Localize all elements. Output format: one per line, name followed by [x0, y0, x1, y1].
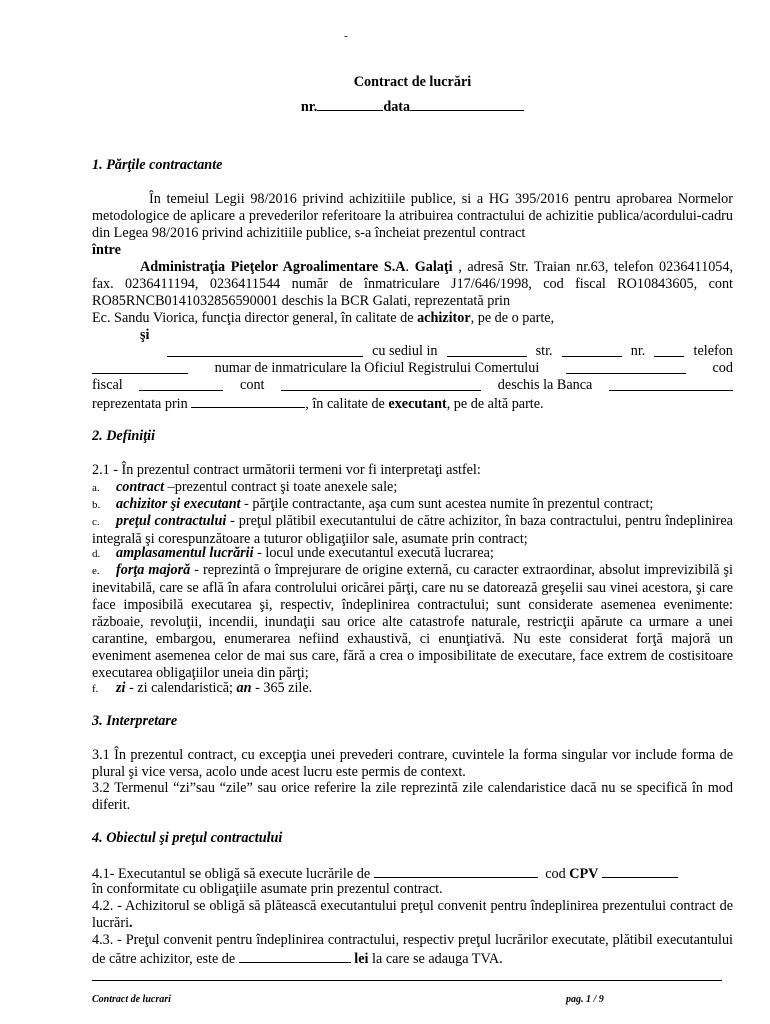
intre-label: între — [92, 242, 121, 258]
date-blank — [410, 97, 524, 111]
section-3-heading: 3. Interpretare — [92, 713, 178, 729]
header-dash: - — [344, 30, 348, 42]
contract-number-date-line: nr. data — [92, 97, 733, 116]
party2-line-3: fiscal cont deschis la Banca — [92, 377, 733, 394]
si-label: şi — [140, 327, 150, 343]
definition-a: a. contract –prezentul contract şi toate anexele sale; — [92, 479, 398, 495]
footer-page-number: pag. 1 / 9 — [566, 994, 604, 1005]
section-1-intro: În temeiul Legii 98/2016 privind achizitiile publice, si a HG 395/2016 pentru aprobarea Normelor metodologice de aplicare a prevederilor referitoare la atribuirea contractului de achizitie publica/acordului-cadru din Legea 98/2016 privind achizitiile publice, s-a încheiat prezentul contract — [92, 191, 733, 241]
party1-block: Administraţia Pieţelor Agroalimentare S.A. Galaţi , adresă Str. Traian nr.63, telefon 0236411054, fax. 0236411194, 0236411544 număr de înmatriculare J17/646/1998, cod fiscal RO10843605, cont RO85RNCB0141032856590001 deschis la BCR Galati, reprezentată prin — [92, 259, 734, 309]
party2-line-1: cu sediul in str. nr. telefon — [167, 343, 733, 360]
section-1-heading: 1. Părţile contractante — [92, 157, 223, 173]
party1-name: Administraţia Pieţelor Agroalimentare S.A — [140, 259, 406, 275]
definition-f: f. zi - zi calendaristică; an - 365 zile. — [92, 680, 313, 696]
interpretation-3-1: 3.1 În prezentul contract, cu excepţia unei prevederi contrare, cuvintele la forma singular vor include forma de plural şi vice versa, acolo unde acest lucru este permis de context. — [92, 747, 733, 780]
cpv-blank — [602, 864, 678, 878]
definition-d: d. amplasamentul lucrării - locul unde executantul execută lucrarea; — [92, 545, 494, 561]
footer-rule — [92, 980, 722, 981]
section-2-heading: 2. Definiţii — [92, 428, 156, 444]
party2-line-2: numar de inmatriculare la Oficiul Registrului Comertului cod — [92, 360, 733, 377]
object-4-2: 4.2. - Achizitorul se obligă să plătească executantului preţul convenit pentru îndeplinirea prezentului contract de lucrări. — [92, 898, 733, 931]
nr-blank — [317, 97, 383, 111]
definition-b: b. achizitor şi executant - părţile contractante, aşa cum sunt acestea numite în prezentul contract; — [92, 496, 654, 512]
footer-left: Contract de lucrari — [92, 994, 171, 1005]
object-4-1-cont: în conformitate cu obligaţiile asumate prin prezentul contract. — [92, 881, 443, 897]
party2-line-4: reprezentata prin , în calitate de executant, pe de altă parte. — [92, 396, 544, 412]
section-4-heading: 4. Obiectul şi preţul contractului — [92, 830, 283, 846]
definitions-intro: 2.1 - În prezentul contract următorii termeni vor fi interpretaţi astfel: — [92, 462, 481, 478]
interpretation-3-2: 3.2 Termenul “zi”sau “zile” sau orice referire la zile reprezintă zile calendaristice dacă nu se specifică în mod diferit. — [92, 780, 733, 813]
definition-e: e. forţa majoră - reprezintă o împrejurare de origine externă, cu caracter extraordinar, absolut imprevizibilă şi inevitabilă, care se află în afara controlului oricărei părţi, care nu se datorează greşelii sau vinei acestora, şi care face imposibilă executarea şi, respectiv, îndeplinirea contractului; sunt considerate asemenea evenimente: războaie, revoluţii, incendii, inundaţii sau orice alte catastrofe naturale, restricţii apărute ca urmare a unei carantine, embargou, enumerarea nefiind exhaustivă, ci enunţiativă. Nu este considerat forţă majoră un eveniment asemenea celor de mai sus care, fără a crea o imposibilitate de executare, face extrem de costisitoare executarea obligaţiilor uneia din părţi; — [92, 562, 733, 681]
object-4-1: 4.1- Executantul se obligă să execute lucrările de cod CPV — [92, 864, 733, 883]
price-blank — [239, 949, 351, 963]
definition-c: c. preţul contractului - preţul plătibil executantului de către achizitor, în baza contractului, pentru îndeplinirea integrală şi corespunzătoare a tuturor obligaţiilor sale, asumate prin contract; — [92, 513, 733, 547]
works-blank — [374, 864, 538, 878]
contract-title: Contract de lucrări — [353, 74, 472, 90]
party1-representative: Ec. Sandu Viorica, funcţia director general, în calitate de achizitor, pe de o parte, — [92, 310, 555, 326]
object-4-3: 4.3. - Preţul convenit pentru îndeplinirea contractului, respectiv preţul lucrărilor executate, plătibil executantului de către achizitor, este de lei la care se adauga TVA. — [92, 932, 733, 967]
party2-name-blank — [167, 343, 363, 357]
